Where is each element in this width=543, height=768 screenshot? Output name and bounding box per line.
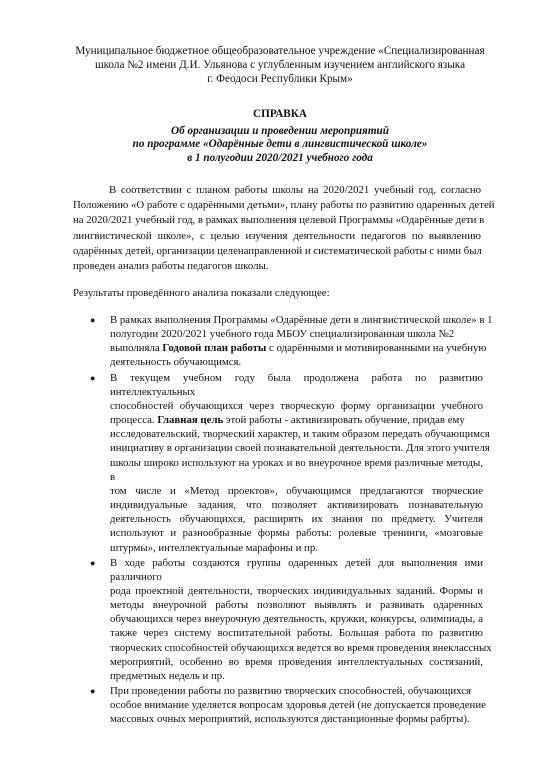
- list-item: [73, 313, 493, 370]
- list-line: также через систему воспитательной работы. Большая работа по развитию: [110, 627, 483, 640]
- list-line: деятельность обучающихся, расширять их знания по предмету. Учителя: [110, 513, 483, 526]
- header-line: Муниципальное бюджетное общеобразовательное учреждение «Специализированная: [75, 45, 485, 57]
- list-line: используют и разнообразные формы работы: ролевые тренинги, «мозговые: [110, 527, 483, 540]
- text-run: с одарёнными и мотивированными на учебную: [266, 342, 487, 355]
- paragraph-line: лингвистической школе», с целью изучения деятельности педагогов по выявлению: [73, 229, 481, 242]
- list-line: обучающихся через внеурочную деятельность, кружки, конкурсы, олимпиады, а: [110, 613, 483, 626]
- list-line: При проведении работы по развитию творческих способностей, обучающихся: [110, 685, 471, 698]
- list-item: [73, 684, 486, 726]
- document-title: [70, 108, 490, 165]
- title-subtitle: по программе «Одарённые дети в лингвистической школе»: [132, 138, 428, 151]
- bullet-icon: ●: [90, 557, 96, 568]
- list-line: предметных недель и пр.: [110, 669, 225, 682]
- title-subtitle: в 1 полугодии 2020/2021 учебного года: [187, 151, 373, 164]
- bullet-icon: ●: [90, 686, 96, 697]
- results-list: [73, 313, 493, 728]
- list-line: В текущем учебном году была продолжена работа по развитию интеллектуальных: [110, 371, 483, 398]
- intro-paragraph: [73, 183, 495, 274]
- list-line: исследовательский, творческий характер, и таким образом передать обучающимся: [110, 428, 490, 441]
- list-line: методы внеурочной работы позволяют выявлять и развивать одаренных: [110, 599, 483, 612]
- header-line: школа №2 имени Д.И. Ульянова с углубленным изучением английского языка: [94, 59, 466, 72]
- bold-text: Главная цель: [157, 414, 224, 427]
- paragraph-line: Положению «О работе с одарёнными детьми», плану работы по развитию одаренных детей: [73, 199, 495, 212]
- list-line: деятельность обучающимся.: [110, 356, 242, 369]
- paragraph-line: одарённых детей, организации целенаправленной и систематической работы с ними был: [73, 244, 482, 257]
- title-subtitle: Об организации и проведении мероприятий: [171, 124, 389, 137]
- list-line: рода проектной деятельности, творческих индивидуальных заданий. Формы и: [110, 584, 483, 597]
- list-line: инициативу в организации своей познавательной деятельности. Для этого учителя: [110, 442, 490, 455]
- list-line: творческих способностей обучающихся ведется во время проведения внеклассных: [110, 641, 492, 654]
- list-item: [73, 371, 490, 555]
- title-main: СПРАВКА: [253, 108, 307, 120]
- list-line: [110, 413, 483, 427]
- results-intro: Результаты проведённого анализа показали следующее:: [73, 287, 330, 299]
- list-item: [73, 556, 492, 683]
- list-line: мероприятий, особенно во время проведения интеллектуальных состязаний,: [110, 655, 483, 668]
- text-run: выполняла: [110, 342, 163, 355]
- list-line: штурмы», интеллектуальные марафоны и пр.: [110, 541, 318, 554]
- list-line: В рамках выполнения Программы «Одарённые дети в лингвистической школе» в 1: [110, 314, 493, 326]
- paragraph-line: проведен анализ работы педагогов школы.: [73, 260, 269, 273]
- bullet-icon: ●: [90, 315, 96, 325]
- list-line: [110, 341, 487, 355]
- list-line: школы широко используют на уроках и во внеурочное время различные методы, в: [110, 456, 483, 483]
- list-line: том числе и «Метод проектов», обучающимся предлагаются творческие: [110, 484, 483, 497]
- paragraph-line: на 2020/2021 учебный год, в рамках выполнения целевой Программы «Одарённые дети в: [73, 214, 485, 227]
- text-run: процесса.: [110, 414, 158, 427]
- list-line: способностей обучающихся через творческую форму организации учебного: [110, 399, 483, 412]
- paragraph-line: В соответствии с планом работы школы на 2020/2021 учебный год, согласно: [109, 184, 481, 196]
- list-line: индивидуальные задания, что позволяет активизировать познавательную: [110, 499, 483, 512]
- list-line: массовых очных мероприятий, используются дистанционные формы рабрты).: [110, 713, 470, 726]
- bold-text: Годовой план работы: [162, 342, 267, 355]
- bullet-icon: ●: [90, 372, 96, 383]
- list-line: В ходе работы создаются группы одаренных детей для выполнения ими различного: [110, 556, 483, 583]
- text-run: этой работы - активизировать обучение, придав ему: [223, 414, 465, 427]
- header-line: г. Феодоси Республики Крым»: [207, 73, 353, 86]
- institution-header: [70, 44, 490, 87]
- list-line: полугодии 2020/2021 учебного года МБОУ специализированная школа №2: [110, 328, 455, 341]
- list-line: особое внимание уделяется вопросам здоровья детей (не допускается проведение: [110, 699, 486, 712]
